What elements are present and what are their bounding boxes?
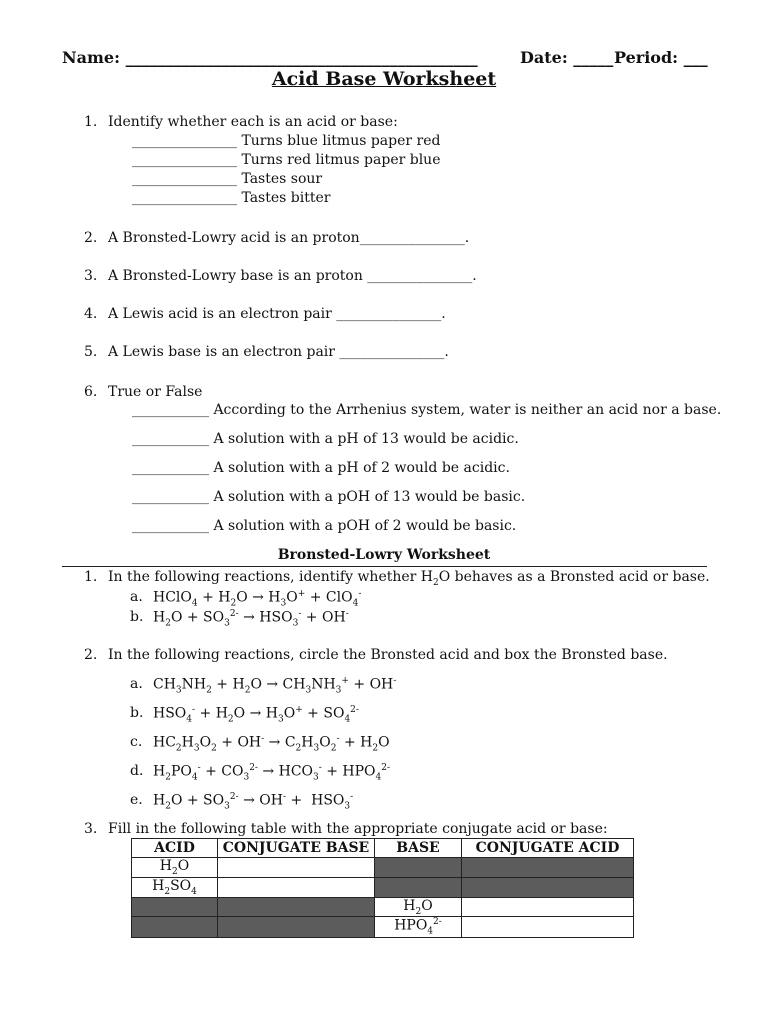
period-field-label: Period: ___ (614, 48, 708, 67)
name-field-label: Name: ____________________________________________ (62, 48, 478, 67)
table-header: BASE (375, 839, 462, 858)
equation: $H_2O + SO_3^{2-} \to OH^- + HSO_3^-$ (153, 792, 354, 812)
equation: $H_2PO_4^- + CO_3^{2-} \to HCO_3^- + HPO_4^{2-}$ (153, 763, 391, 783)
answer-cell[interactable] (218, 858, 375, 878)
list-item: ___________ A solution with a pOH of 13 would be basic. (132, 489, 526, 505)
page-title: Acid Base Worksheet (271, 68, 497, 90)
equation: $CH_3NH_2 + H_2O \to CH_3NH_3^+ + OH^-$ (153, 676, 397, 696)
equation: HClO$_4$ + $H_2O \to H_3O^+ + ClO_4^-$ (153, 589, 362, 609)
date-field-label: Date: _____ (520, 48, 614, 67)
table-row: $HPO_4^{2-}$ (132, 917, 634, 937)
list-item: ___________ A solution with a pH of 13 would be acidic. (132, 431, 519, 447)
list-item: ___________ According to the Arrhenius system, water is neither an acid nor a base. (132, 402, 722, 418)
answer-cell[interactable] (218, 877, 375, 897)
equation: $H_2O + SO_3^{2-} \to HSO_3^- + OH^-$ (153, 609, 349, 629)
list-item: ___________ A solution with a pOH of 2 would be basic. (132, 518, 517, 534)
table-row: $H_2SO_4$ (132, 877, 634, 897)
table-row: $H_2O$ (132, 897, 634, 917)
list-item: _______________ Tastes bitter (132, 190, 331, 206)
table-header: CONJUGATE BASE (218, 839, 375, 858)
table-row: $H_2O$ (132, 858, 634, 878)
section-title: Bronsted-Lowry Worksheet (277, 547, 491, 563)
answer-cell[interactable] (462, 897, 634, 917)
table-header: ACID (132, 839, 218, 858)
answer-cell[interactable] (462, 917, 634, 937)
list-item: _______________ Turns red litmus paper blue (132, 152, 441, 168)
list-item: ___________ A solution with a pH of 2 would be acidic. (132, 460, 510, 476)
list-item: _______________ Turns blue litmus paper red (132, 133, 441, 149)
section-divider (62, 566, 707, 567)
list-item: _______________ Tastes sour (132, 171, 323, 187)
equation: $HC_2H_3O_2 + OH^- \to C_2H_3O_2^- + H_2O$ (153, 734, 390, 754)
equation: $HSO_4^- + H_2O \to H_3O^+ + SO_4^{2-}$ (153, 705, 359, 725)
table-header: CONJUGATE ACID (462, 839, 634, 858)
conjugate-table (131, 838, 634, 938)
